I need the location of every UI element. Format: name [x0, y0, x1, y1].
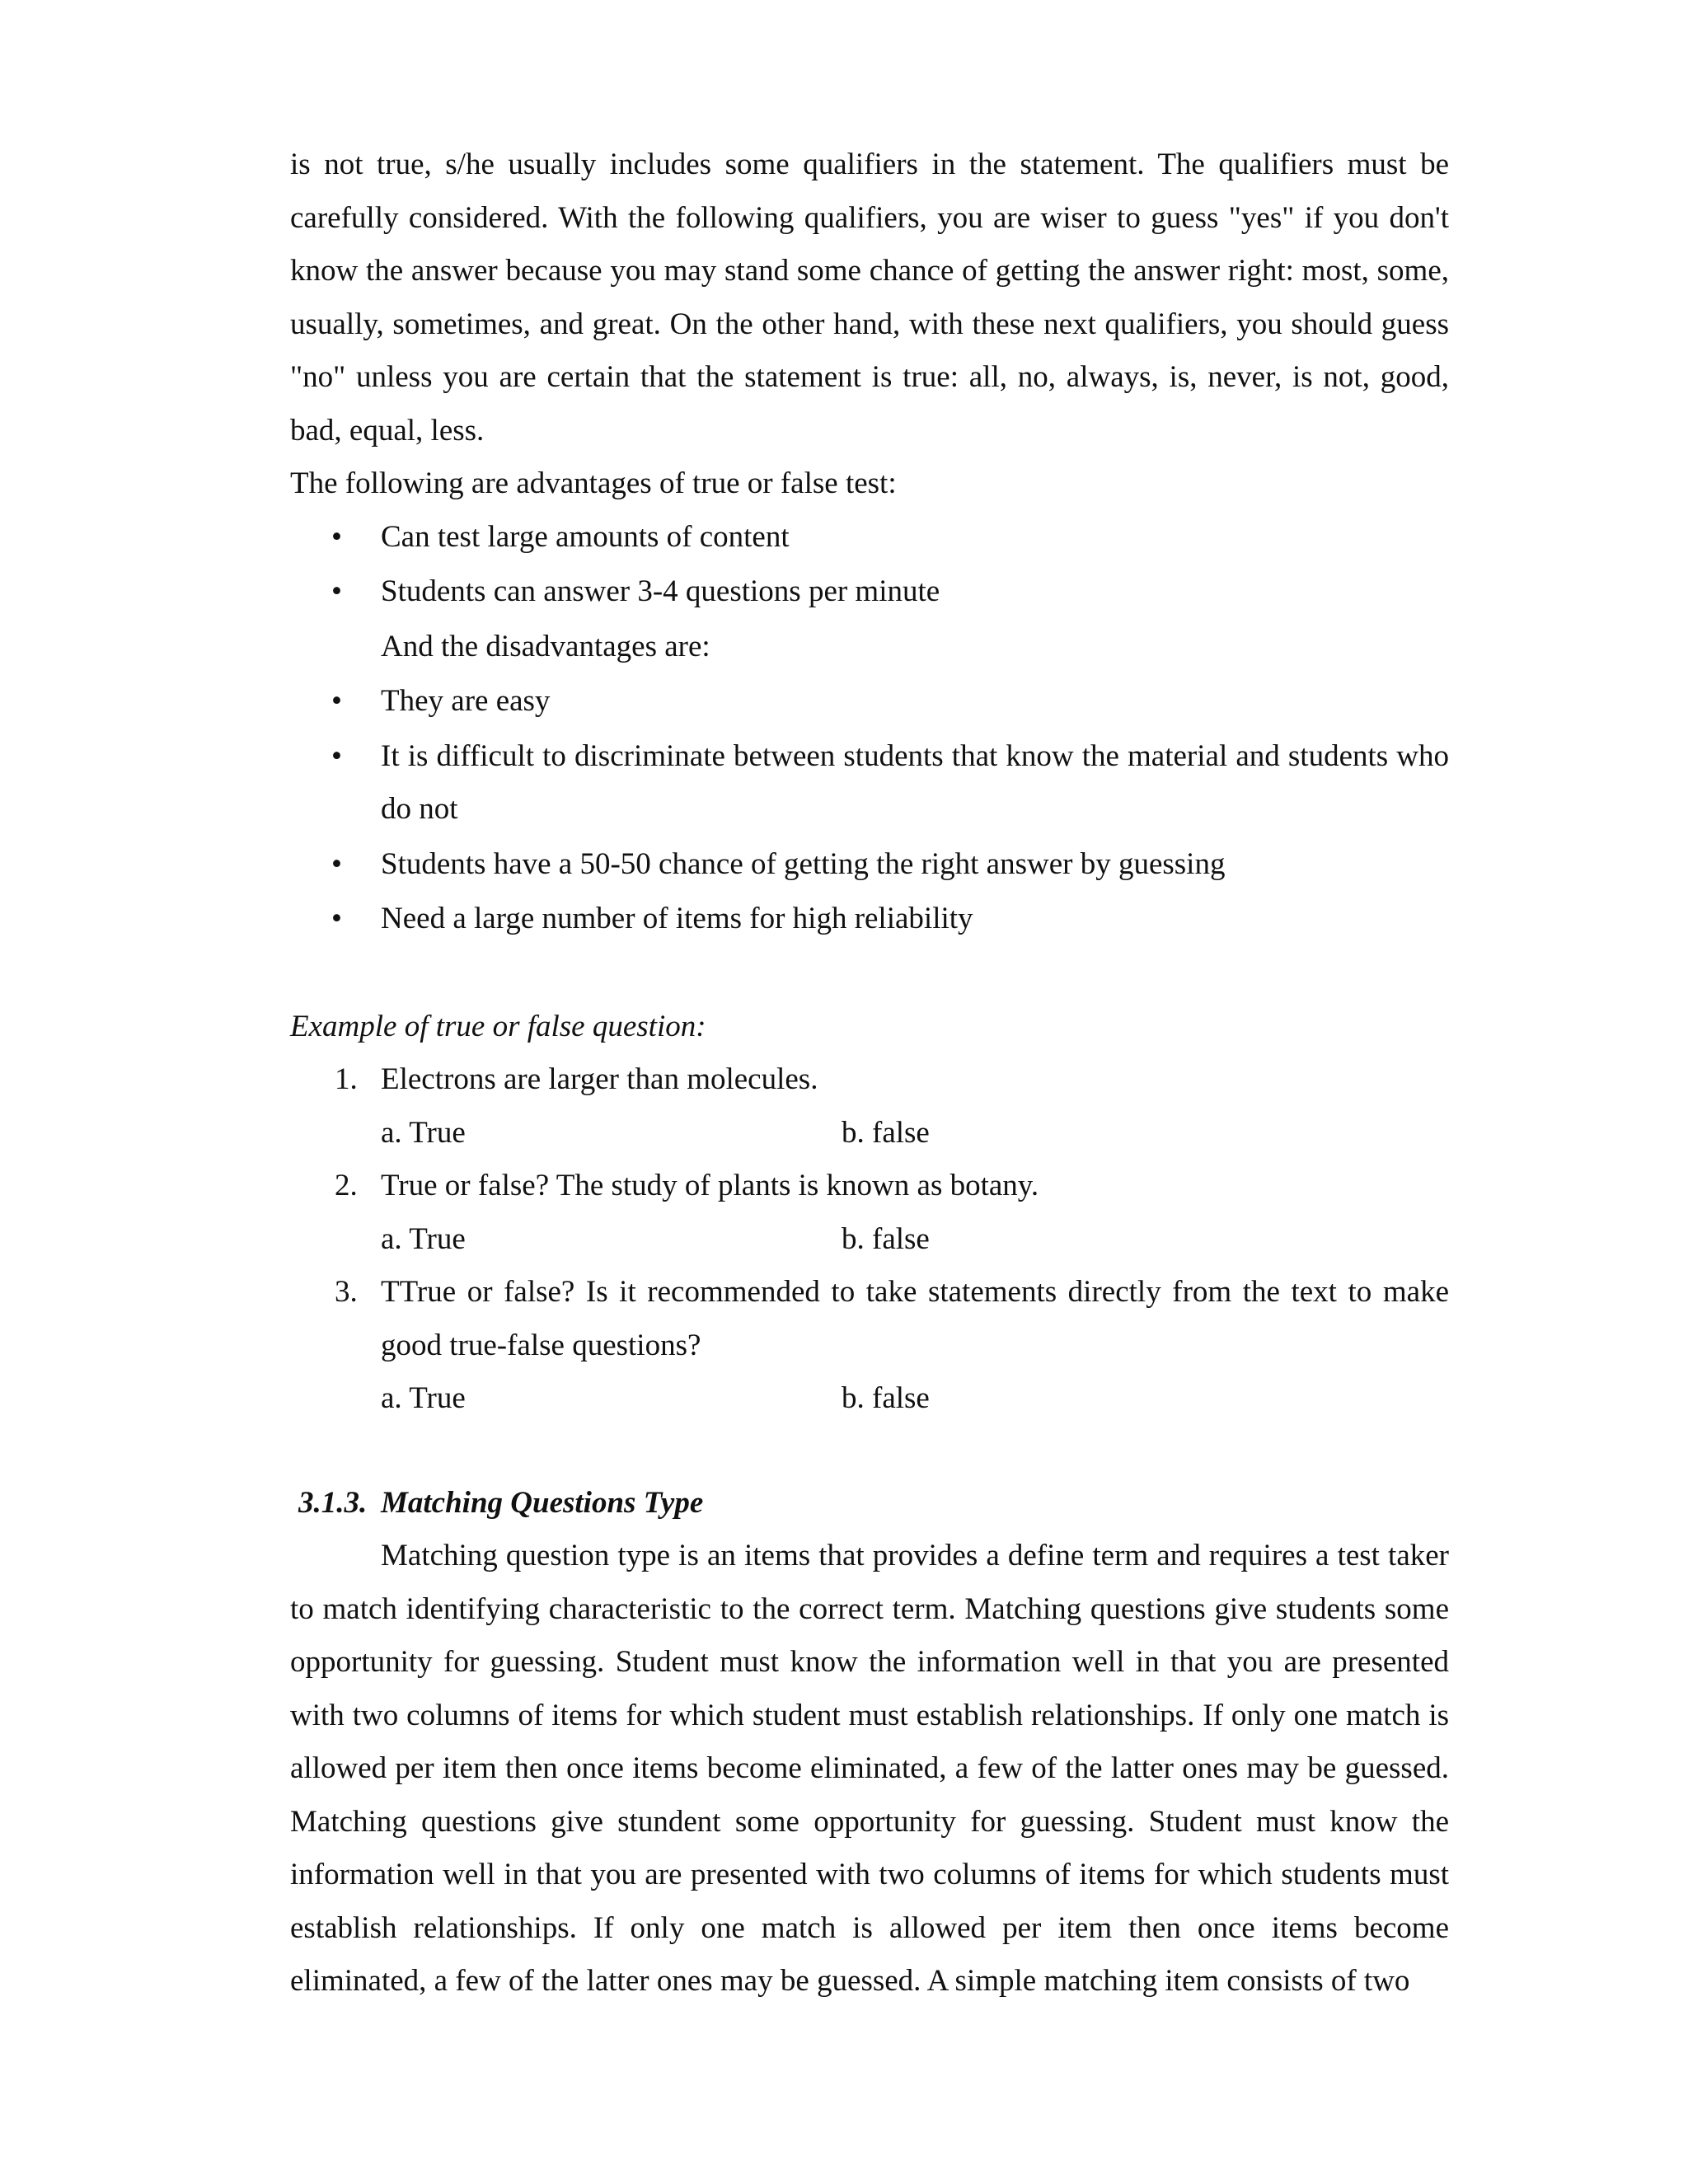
option-a: a. True [381, 1381, 466, 1415]
advantages-list [290, 511, 1449, 619]
answer-options [381, 1107, 1449, 1160]
matching-paragraph: Matching question type is an items that provides a define term and requires a test taker to match identifying characteristic to the correct term. Matching questions give students some opportunity for guessing. Student must know the information well in that you are presented with two columns of items for which student must establish relationships. If only one match is allowed per item then once items become eliminated, a few of the latter ones may be guessed. Matching questions give stundent some opportunity for guessing. Student must know the information well in that you are presented with two columns of items for which students must establish relationships. If only one match is allowed per item then once items become eliminated, a few of the latter ones may be guessed. A simple matching item consists of two [290, 1539, 1449, 1998]
section-title: Matching Questions Type [381, 1485, 704, 1520]
question-text: True or false? The study of plants is known as botany. [381, 1169, 1039, 1202]
option-b: b. false [842, 1381, 930, 1415]
question-list [290, 1053, 1449, 1426]
question-item [335, 1160, 1449, 1266]
answer-options [381, 1372, 1449, 1426]
list-item [331, 565, 1449, 619]
list-item-text: They are easy [381, 684, 551, 718]
intro-paragraph: is not true, s/he usually includes some qualifiers in the statement. The qualifiers must be carefully considered. With the following qualifiers, you are wiser to guess "yes" if you don't know the answer because you may stand some chance of getting the answer right: most, some, usually, sometimes, and great. On the other hand, with these next qualifiers, you should guess "no" unless you are certain that the statement is true: all, no, always, is, never, is not, good, bad, equal, less. [290, 148, 1449, 448]
list-item-text: Students can answer 3-4 questions per minute [381, 574, 940, 608]
disadvantages-list [290, 675, 1449, 946]
option-a: a. True [381, 1115, 466, 1150]
disadvantages-intro: And the disadvantages are: [381, 629, 710, 663]
list-item-text: Can test large amounts of content [381, 519, 790, 554]
spacer [290, 948, 1449, 1001]
spacer [290, 1426, 1449, 1477]
list-item-text: Students have a 50-50 chance of getting the right answer by guessing [381, 846, 1226, 881]
bullet-icon: • [331, 519, 342, 554]
bullet-icon: • [331, 738, 342, 773]
bullet-icon: • [331, 684, 342, 718]
example-title: Example of true or false question: [290, 1009, 706, 1043]
advantages-intro: The following are advantages of true or false test: [290, 466, 897, 500]
option-a: a. True [381, 1221, 466, 1256]
question-item [335, 1053, 1449, 1160]
list-item [331, 838, 1449, 892]
answer-options [381, 1213, 1449, 1267]
question-number: 2. [335, 1169, 358, 1202]
bullet-icon: • [331, 846, 342, 881]
bullet-icon: • [331, 902, 342, 935]
list-item [331, 730, 1449, 837]
document-page [290, 138, 1449, 2008]
question-number: 3. [335, 1275, 358, 1309]
bullet-icon: • [331, 574, 342, 608]
list-item-text: Need a large number of items for high reliability [381, 902, 973, 935]
list-item [331, 893, 1449, 946]
option-b: b. false [842, 1115, 930, 1150]
list-item-text: It is difficult to discriminate between students that know the material and students who do not [381, 738, 1449, 826]
question-text: TTrue or false? Is it recommended to take statements directly from the text to make good true-false questions? [381, 1275, 1449, 1362]
list-item [331, 511, 1449, 565]
list-item [331, 675, 1449, 729]
question-text: Electrons are larger than molecules. [381, 1062, 818, 1096]
question-number: 1. [335, 1062, 358, 1096]
section-number: 3.1.3. [298, 1485, 368, 1520]
option-b: b. false [842, 1221, 930, 1256]
question-item [335, 1266, 1449, 1426]
section-heading [298, 1477, 1449, 1530]
